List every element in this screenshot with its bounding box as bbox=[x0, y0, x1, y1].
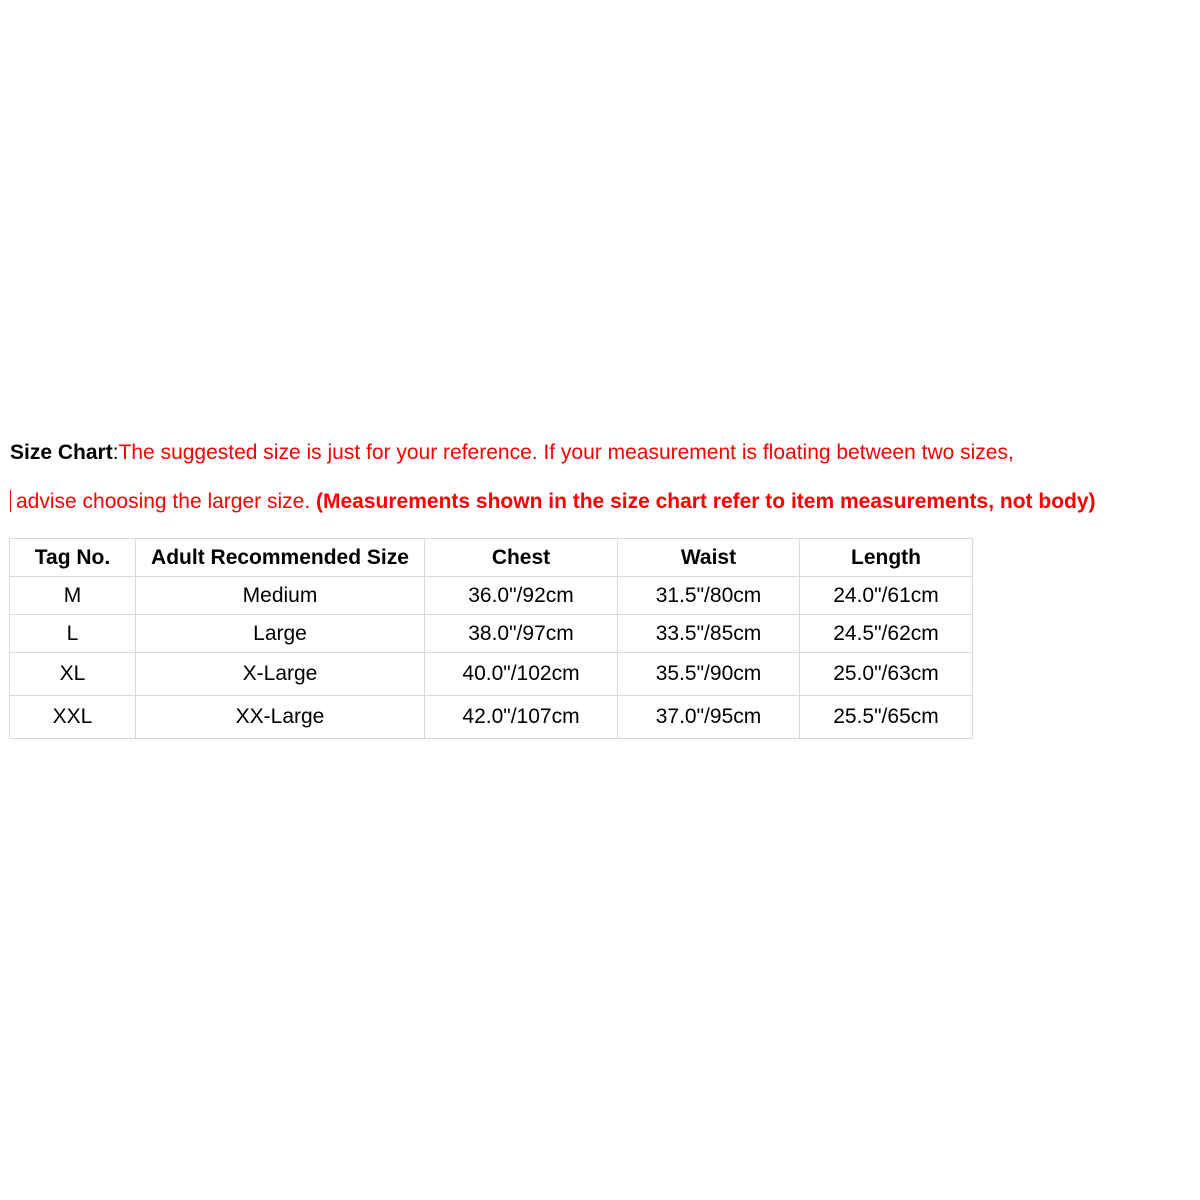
header-recommended-size: Adult Recommended Size bbox=[136, 539, 425, 577]
cell-chest: 42.0"/107cm bbox=[425, 696, 618, 739]
header-waist: Waist bbox=[618, 539, 800, 577]
cell-size: Medium bbox=[136, 577, 425, 615]
cell-tag: XL bbox=[10, 653, 136, 696]
table-row bbox=[10, 653, 973, 696]
table-header-row bbox=[10, 539, 973, 577]
text-cursor-marker bbox=[10, 490, 11, 512]
header-chest: Chest bbox=[425, 539, 618, 577]
size-chart-label: Size Chart bbox=[10, 441, 113, 464]
label-colon: : bbox=[112, 441, 119, 464]
cell-length: 24.5"/62cm bbox=[800, 615, 973, 653]
cell-chest: 40.0"/102cm bbox=[425, 653, 618, 696]
cell-chest: 38.0"/97cm bbox=[425, 615, 618, 653]
cell-waist: 33.5"/85cm bbox=[618, 615, 800, 653]
cell-tag: M bbox=[10, 577, 136, 615]
measurement-disclaimer: (Measurements shown in the size chart refer to item measurements, not body) bbox=[316, 490, 1096, 513]
intro-note-text: The suggested size is just for your reference. If your measurement is floating between two sizes, bbox=[118, 441, 1014, 464]
header-tag-no: Tag No. bbox=[10, 539, 136, 577]
intro-advice-text: advise choosing the larger size. bbox=[16, 490, 311, 513]
table-row bbox=[10, 577, 973, 615]
cell-chest: 36.0"/92cm bbox=[425, 577, 618, 615]
cell-size: X-Large bbox=[136, 653, 425, 696]
cell-length: 24.0"/61cm bbox=[800, 577, 973, 615]
table-row bbox=[10, 696, 973, 739]
size-chart-intro bbox=[10, 439, 1195, 516]
cell-tag: L bbox=[10, 615, 136, 653]
cell-waist: 31.5"/80cm bbox=[618, 577, 800, 615]
cell-size: XX-Large bbox=[136, 696, 425, 739]
cell-size: Large bbox=[136, 615, 425, 653]
size-table bbox=[9, 538, 973, 739]
cell-waist: 37.0"/95cm bbox=[618, 696, 800, 739]
cell-waist: 35.5"/90cm bbox=[618, 653, 800, 696]
header-length: Length bbox=[800, 539, 973, 577]
cell-tag: XXL bbox=[10, 696, 136, 739]
cell-length: 25.5"/65cm bbox=[800, 696, 973, 739]
table-row bbox=[10, 615, 973, 653]
intro-line-1 bbox=[10, 439, 1195, 467]
intro-line-2 bbox=[10, 488, 1195, 516]
cell-length: 25.0"/63cm bbox=[800, 653, 973, 696]
